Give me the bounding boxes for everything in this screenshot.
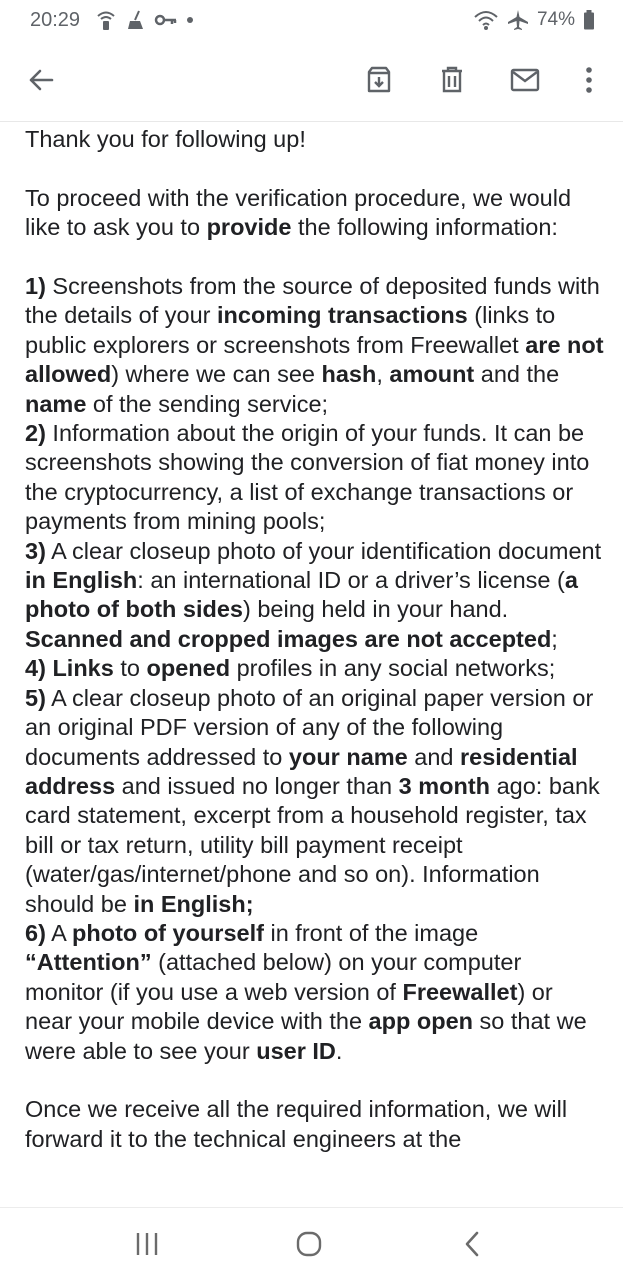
back-arrow-icon[interactable] [18, 57, 64, 103]
message-body [25, 122, 605, 1207]
status-bar [0, 0, 623, 40]
status-time: 20:29 [30, 9, 81, 31]
dot-icon [186, 9, 194, 31]
closing-paragraph: Once we receive all the required information, we will forward it to the technical engineers at the [25, 1096, 568, 1152]
requirements-list: 1) Screenshots from the source of deposited funds with the details of your incoming transactions (links to public explorers or screenshots from Freewallet are not allowed) where we can see hash, amount and the name of the sending service; 2) Information about the origin of your funds. It can be screenshots showing the conversion of fiat money into the cryptocurrency, a list of exchange transactions or payments from mining pools; 3) A clear closeup photo of your identification document in English: an international ID or a driver’s license (a photo of both sides) being held in your hand. Scanned and cropped images are not accepted; 4) Links to opened profiles in any social networks; 5) A clear closeup photo of an original paper version or an original PDF version of any of the following documents addressed to your name and residential address and issued no longer than 3 month ago: bank card statement, excerpt from a household register, tax bill or tax return, utility bill payment receipt (water/gas/internet/phone and so on). Information should be in English; 6) A photo of yourself in front of the image “Attention” (attached below) on your computer monitor (if you use a web version of Freewallet) or near your mobile device with the app open so that we were able to see your user ID. [25, 273, 604, 1064]
status-left-icons [96, 8, 194, 32]
navigation-bar [0, 1207, 623, 1280]
greeting-paragraph: Thank you for following up! [25, 126, 306, 152]
recent-apps-icon[interactable] [125, 1224, 169, 1264]
vpn-key-icon [154, 9, 178, 31]
intro-paragraph: To proceed with the verification procedure, we would like to ask you to provide the following information: [25, 184, 572, 241]
delete-icon[interactable] [429, 57, 475, 103]
airplane-icon [507, 9, 529, 31]
message-text [25, 122, 605, 1154]
back-icon[interactable] [450, 1224, 494, 1264]
battery-icon [583, 9, 595, 31]
wifi-call-icon [96, 9, 116, 31]
more-options-icon[interactable] [566, 57, 612, 103]
app-bar [0, 40, 623, 122]
archive-icon[interactable] [356, 57, 402, 103]
broom-icon [124, 9, 146, 31]
wifi-icon [473, 9, 499, 31]
mark-unread-icon[interactable] [502, 57, 548, 103]
status-right-icons [473, 8, 595, 32]
home-icon[interactable] [287, 1224, 331, 1264]
battery-percent: 74% [536, 9, 575, 30]
